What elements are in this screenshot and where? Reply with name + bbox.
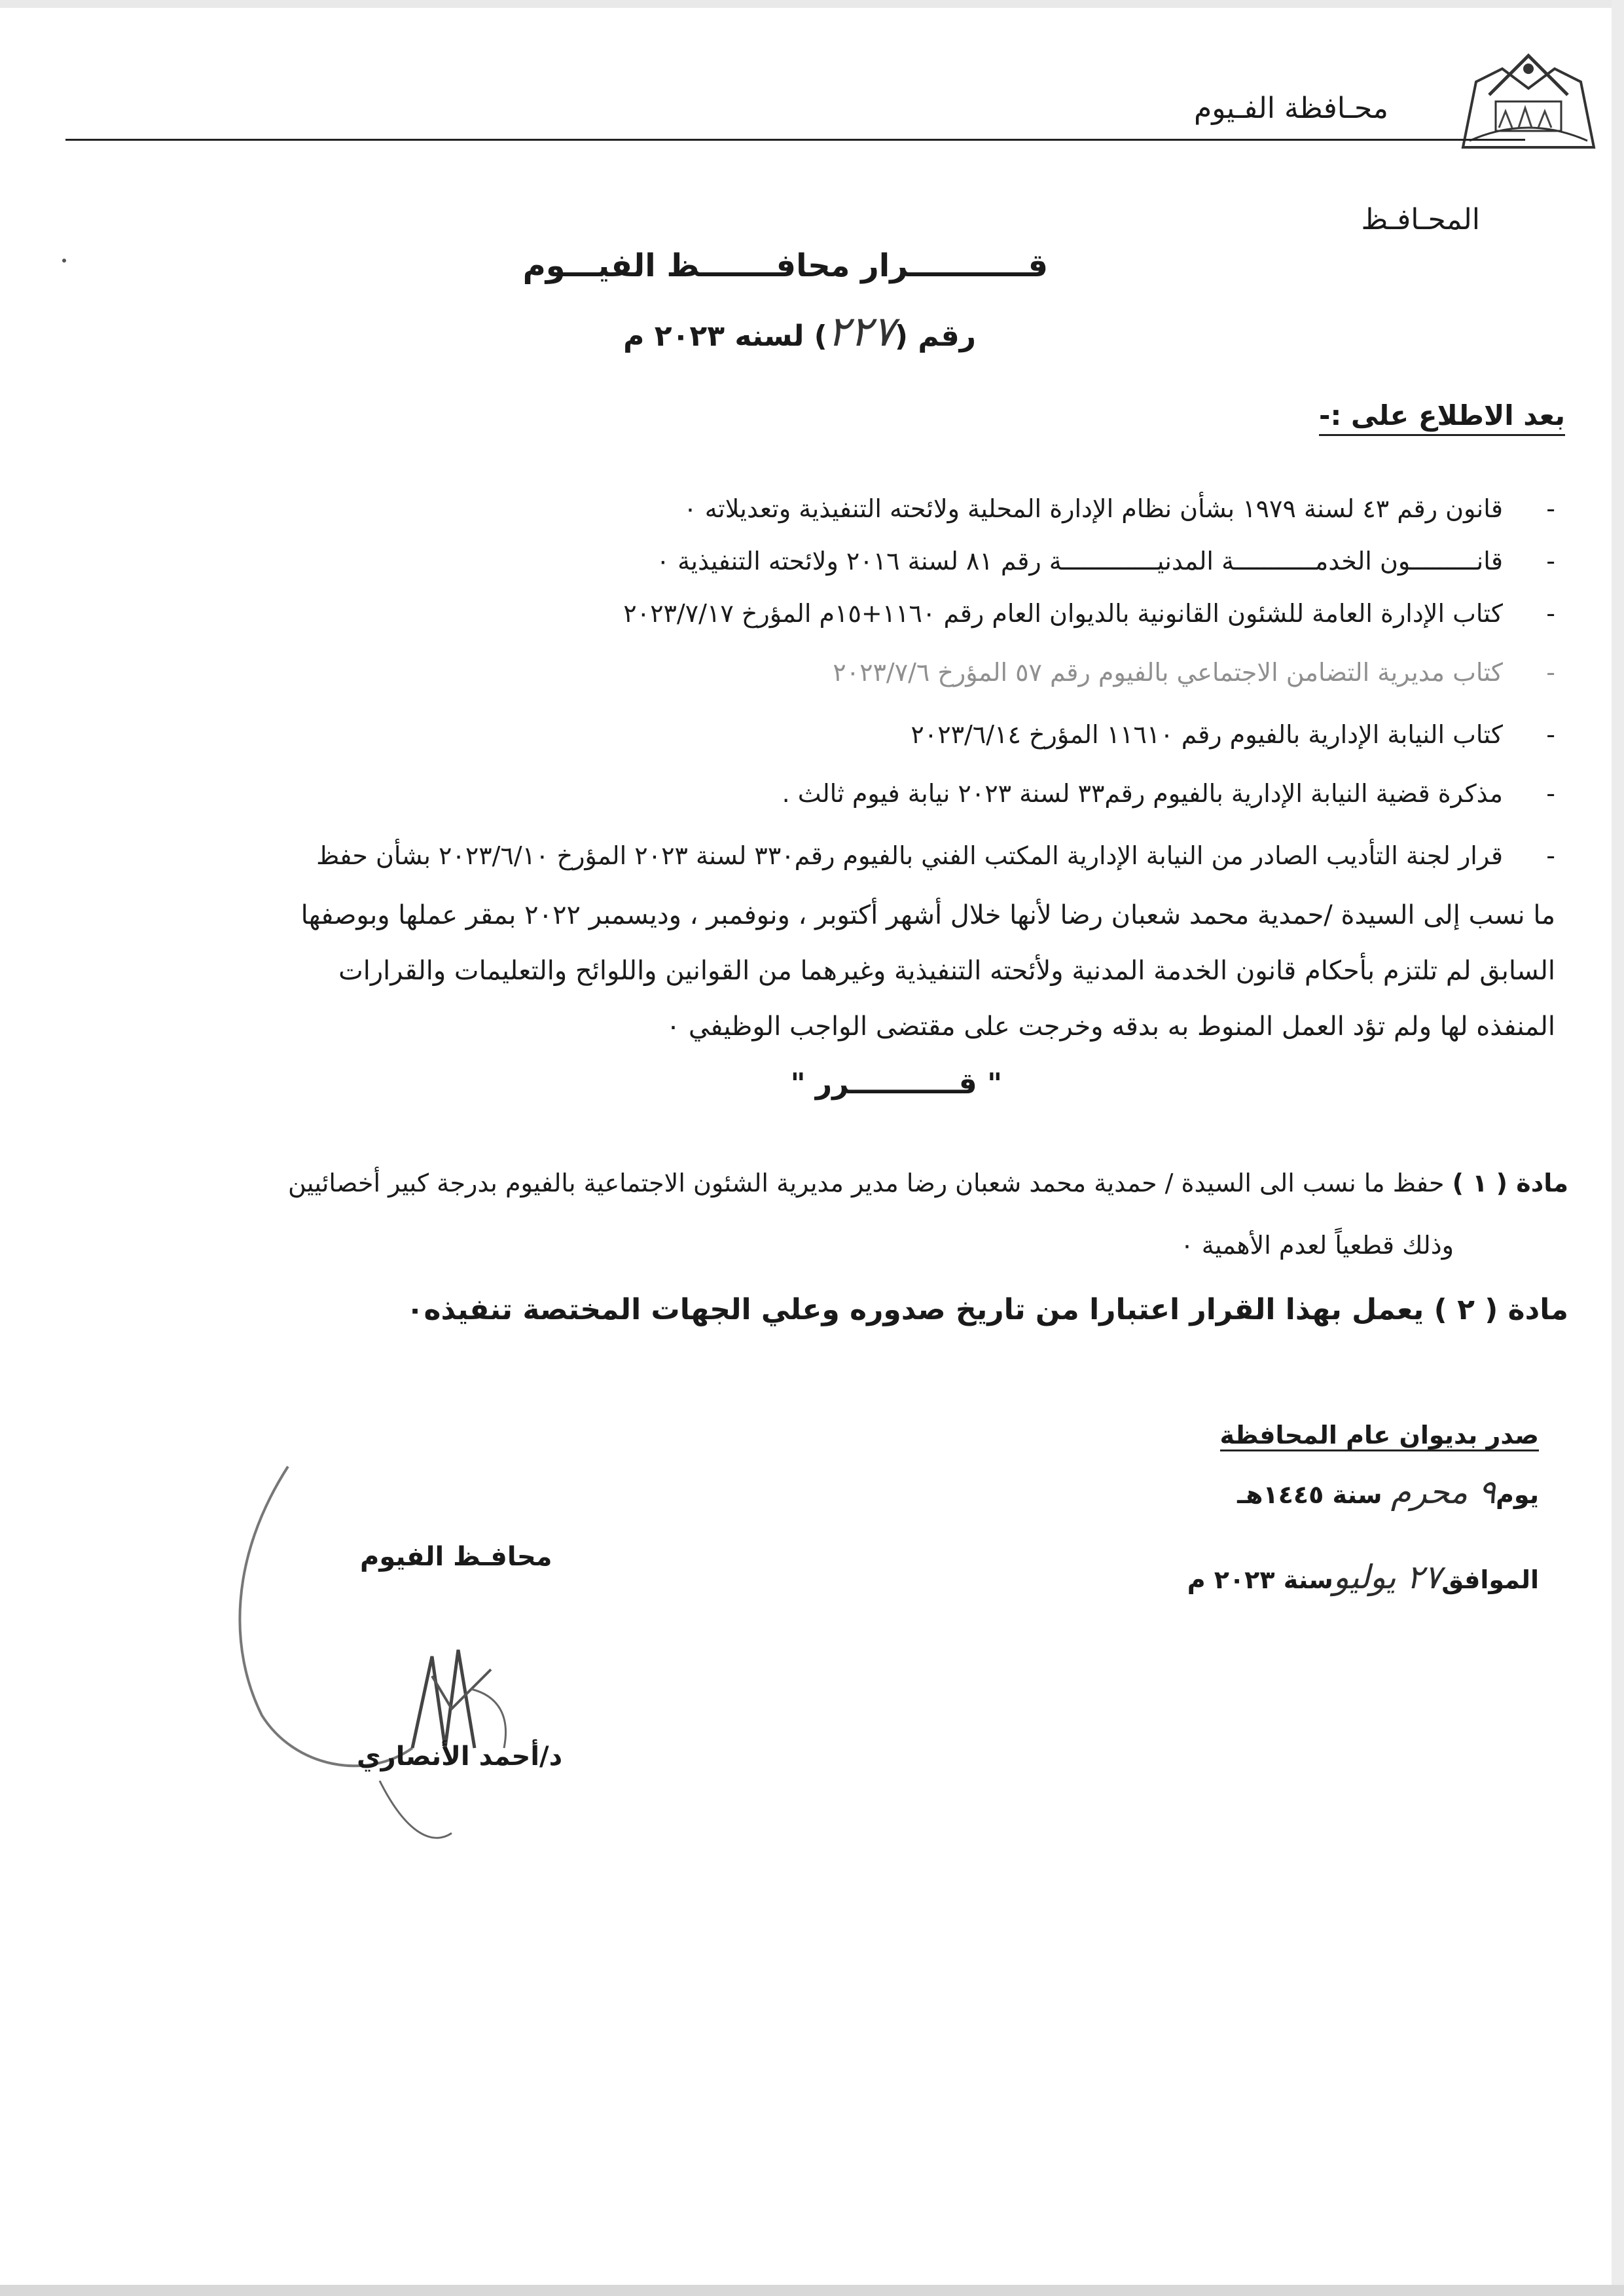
issued-hijri-year: سنة ١٤٤٥هـ xyxy=(1237,1480,1382,1509)
list-dash: - xyxy=(1546,547,1555,575)
review-item-text: قرار لجنة التأديب الصادر من النيابة الإدارية المكتب الفني بالفيوم رقم٣٣٠ لسنة ٢٠٢٣ المؤرخ ٢٠٢٣/٦/١٠ بشأن حفظ xyxy=(316,841,1503,870)
article-2-text: يعمل بهذا القرار اعتبارا من تاريخ صدوره وعلي الجهات المختصة تنفيذه٠ xyxy=(406,1293,1424,1326)
decree-title: قـــــــــــرار محافـــــــظ الفيـــوم xyxy=(522,247,1048,284)
governor-label: المحـافـظ xyxy=(1361,203,1480,236)
header-divider xyxy=(65,139,1525,141)
issued-day-handwritten: ٩ محرم xyxy=(1390,1473,1496,1511)
signatory-name: د/أحمد الأنصاري xyxy=(357,1741,563,1772)
review-item-text: كتاب النيابة الإدارية بالفيوم رقم ١١٦١٠ المؤرخ ٢٠٢٣/٦/١٤ xyxy=(911,720,1503,749)
list-dash: - xyxy=(1546,841,1555,870)
article-1-label: مادة ( ١ ) xyxy=(1452,1169,1568,1197)
scan-edge-bottom xyxy=(0,2285,1624,2296)
continuation-line: ما نسب إلى السيدة /حمدية محمد شعبان رضا لأنها خلال أشهر أكتوبر ، ونوفمبر ، وديسمبر ٢٠٢٢ بمقر عملها وبوصفها xyxy=(300,900,1555,930)
article-1-continuation: وذلك قطعياً لعدم الأهمية ٠ xyxy=(1180,1231,1454,1260)
decree-number-prefix: رقم ( xyxy=(894,319,976,353)
review-item-text: قانـــــــــون الخدمـــــــــــة المدنيـــــــــــــة رقم ٨١ لسنة ٢٠١٦ ولائحته التنفيذية ٠ xyxy=(656,547,1503,575)
article-2 xyxy=(406,1293,1568,1326)
decree-number xyxy=(623,308,976,356)
list-dash: - xyxy=(1546,779,1555,808)
review-item-text: كتاب الإدارة العامة للشئون القانونية بالديوان العام رقم ١١٦٠+١٥م المؤرخ ٢٠٢٣/٧/١٧ xyxy=(623,599,1503,628)
review-item xyxy=(656,547,1555,575)
list-dash: - xyxy=(1546,658,1555,687)
review-item xyxy=(911,720,1555,749)
continuation-line: السابق لم تلتزم بأحكام قانون الخدمة المدنية ولأئحته التنفيذية وغيرهما من القوانين واللوائح والتعليمات والقرارات xyxy=(338,956,1555,986)
review-heading: بعد الاطلاع على :- xyxy=(1319,399,1565,436)
issued-gregorian-date xyxy=(1187,1558,1539,1596)
scan-edge-top xyxy=(0,0,1624,8)
article-1 xyxy=(288,1169,1568,1197)
issued-day-label: يوم xyxy=(1496,1480,1539,1509)
review-item-text: كتاب مديرية التضامن الاجتماعي بالفيوم رقم ٥٧ المؤرخ ٢٠٢٣/٧/٦ xyxy=(833,658,1503,687)
issued-gregorian-year: سنة ٢٠٢٣ م xyxy=(1187,1565,1333,1594)
issued-corresponding-label: الموافق xyxy=(1441,1565,1539,1594)
review-item-text: قانون رقم ٤٣ لسنة ١٩٧٩ بشأن نظام الإدارة المحلية ولائحته التنفيذية وتعديلاته ٠ xyxy=(683,494,1503,523)
review-item xyxy=(782,779,1555,808)
decree-number-handwritten: ٢٢٧ xyxy=(827,308,895,356)
list-dash: - xyxy=(1546,599,1555,628)
review-item xyxy=(316,841,1555,870)
governorate-header: محـافظة الفـيوم xyxy=(1194,92,1388,125)
article-2-label: مادة ( ٢ ) xyxy=(1434,1293,1568,1326)
review-item xyxy=(623,599,1555,628)
issued-gregorian-handwritten: ٢٧ يوليو xyxy=(1333,1558,1442,1596)
review-item xyxy=(683,494,1555,523)
issued-hijri-date xyxy=(1237,1473,1539,1511)
issued-title: صدر بديوان عام المحافظة xyxy=(1220,1421,1539,1451)
scan-edge-right xyxy=(1612,0,1624,2296)
continuation-line: المنفذه لها ولم تؤد العمل المنوط به بدقه وخرجت على مقتضى الواجب الوظيفي ٠ xyxy=(666,1011,1555,1042)
decree-number-suffix: ) لسنه ٢٠٢٣ م xyxy=(623,319,827,353)
article-1-text: حفظ ما نسب الى السيدة / حمدية محمد شعبان رضا مدير مديرية الشئون الاجتماعية بالفيوم بدرجة كبير أخصائيين xyxy=(287,1169,1445,1197)
decision-heading: " قـــــــــــرر " xyxy=(790,1067,1002,1101)
handwritten-signature xyxy=(216,1440,556,1859)
list-dash: - xyxy=(1546,720,1555,749)
list-dash: - xyxy=(1546,494,1555,523)
review-item xyxy=(833,658,1555,687)
review-item-text: مذكرة قضية النيابة الإدارية بالفيوم رقم٣٣ لسنة ٢٠٢٣ نيابة فيوم ثالث . xyxy=(782,779,1503,808)
signatory-title: محافـظ الفيوم xyxy=(360,1542,552,1572)
scan-speck xyxy=(62,259,66,263)
